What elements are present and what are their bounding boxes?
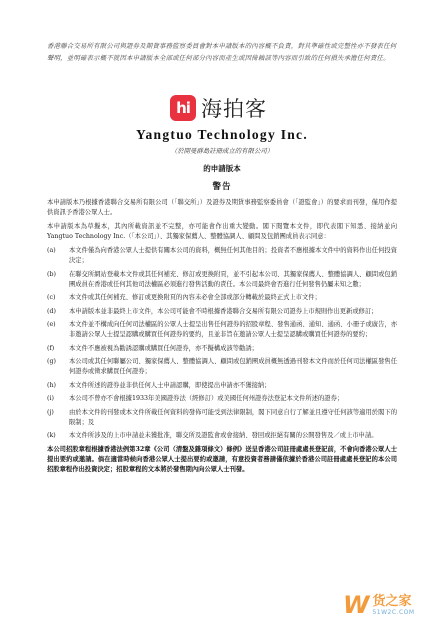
list-item-label: (e) <box>47 321 56 328</box>
list-item <box>47 344 397 354</box>
warning-body <box>47 198 397 479</box>
list-item-text: 本文件所涉及的上市申請並未獲批准，聯交所及證監會或會接納、發回或拒絕有關的公開發售及／或上市申請。 <box>69 432 378 439</box>
list-item <box>47 270 397 290</box>
final-paragraph: 本公司招股章程根據香港法例第32章《公司（清盤及雜項條文）條例》送呈香港公司註冊處處長登記前，不會向香港公眾人士提出要約或邀請。倘在適當時候向香港公眾人士提出要約或邀請，有意投資者務請僅依據於香港公司註冊處處長登記的本公司招股章程作出投資決定；招股章程的文本將於發售期內向公眾人士刊發。 <box>47 446 397 473</box>
company-incorporation: （於開曼群島註冊成立的有限公司） <box>170 147 274 155</box>
list-item <box>47 381 397 391</box>
list-item <box>47 431 397 441</box>
paragraph: 本申請版本乃根據香港聯合交易所有限公司（「聯交所」）及證券及期貨事務監察委員會（「證監會」）的要求而刊發，僅用作提供資訊予香港公眾人士。 <box>47 199 397 216</box>
company-logo <box>170 94 267 122</box>
list-item-text: 本申請版本並非最終上市文件，本公司可能會不時根據香港聯合交易所有限公司證券上市規則作出更新或修訂； <box>69 307 378 315</box>
list-item-text: 本文件不應被視為勸誘認購或購買任何證券，亦不擬構成該等勸誘； <box>69 344 258 352</box>
list-item-label: (g) <box>47 358 56 365</box>
list-item-text: 本公司或其任何聯屬公司、獨家保薦人、整體協調人、顧問或包銷團成員概無透過刊發本文件而於任何司法權區發售任何證券或徵求購買任何證券； <box>69 358 397 375</box>
company-name: Yangtuo Technology Inc. <box>135 127 309 142</box>
list-item-label: (c) <box>47 294 56 301</box>
list-item <box>47 307 397 317</box>
list-item-label: (k) <box>47 432 56 439</box>
list-item <box>47 408 397 428</box>
watermark-url: 51W2C.COM <box>372 608 415 616</box>
logo-icon: hi <box>170 95 196 121</box>
watermark-name: 货之家 <box>372 593 412 609</box>
list-item <box>47 293 397 303</box>
list-item-label: (j) <box>47 408 54 416</box>
paragraph: 本申請版本為草擬本，其內所載資訊並不完整，亦可能會作出重大變動。閣下閱覽本文件，即代表閣下知悉、接納並向Yangtuo Technology Inc.（「本公司」）、其獨家保薦人、整體協調人、顧問及包銷團成員表示同意： <box>47 223 397 240</box>
exchange-disclaimer: 香港聯合交易所有限公司與證券及期貨事務監察委員會對本申請版本的內容概不負責，對其準確性或完整性亦不發表任何聲明，並明確表示概不就因本申請版本全部或任何部分內容而產生或因倚賴該等內容而引致的任何損失承擔任何責任。 <box>47 42 397 62</box>
list-item-text: 由於本文件的刊發或本文件所載任何資料的發佈可能受到法律限制，閣下同意自行了解並且遵守任何該等適用於閣下的限制；及 <box>69 408 397 426</box>
list-item <box>47 320 397 340</box>
list-item-text: 本文件僅為向香港公眾人士提供有關本公司的資料，概無任何其他目的；投資者不應根據本文件中的資料作出任何投資決定； <box>69 247 397 264</box>
document-type: 的申請版本 <box>203 164 241 173</box>
list-item-text: 本文件並不構成向任何司法權區的公眾人士提呈出售任何證券的招股章程、發售通函、通知、通函、小冊子或廣告，亦非邀請公眾人士提呈認購或購買任何證券的要約，且並非旨在邀請公眾人士提呈認購或購買任何證券的要約； <box>69 321 397 338</box>
list-item-label: (d) <box>47 307 56 315</box>
list-item-text: 在聯交所網站登載本文件或其任何補充、修訂或更換附頁，並不引起本公司、其獨家保薦人、整體協調人、顧問或包銷團成員在香港或任何其他司法權區必須進行發售活動的責任。本公司最終會否進行任何發售仍屬未知之數； <box>69 270 397 288</box>
list-item-label: (b) <box>47 270 56 278</box>
list-item-text: 本文件所述的證券並非供任何人士申請認購，即使提出申請亦不獲接納； <box>69 381 271 389</box>
warning-heading: 警告 <box>212 182 232 192</box>
list-item-label: (h) <box>47 381 56 389</box>
list-item <box>47 357 397 377</box>
list-item <box>47 394 397 404</box>
list-item-label: (f) <box>47 344 55 352</box>
list-item <box>47 246 397 266</box>
watermark-logo <box>343 590 433 620</box>
list-item-label: (i) <box>47 395 54 402</box>
logo-text: 海拍客 <box>201 97 267 121</box>
list-item-text: 本文件或其任何補充、修訂或更換附頁的內容未必會全部或部分轉載於最終正式上市文件； <box>69 294 321 301</box>
list-item-label: (a) <box>47 247 56 254</box>
list-item-text: 本公司不曾亦不會根據1933年美國證券法（經修訂）或美國任何州證券法登記本文件所述的證券； <box>69 395 344 402</box>
watermark-mark: W <box>343 591 370 619</box>
